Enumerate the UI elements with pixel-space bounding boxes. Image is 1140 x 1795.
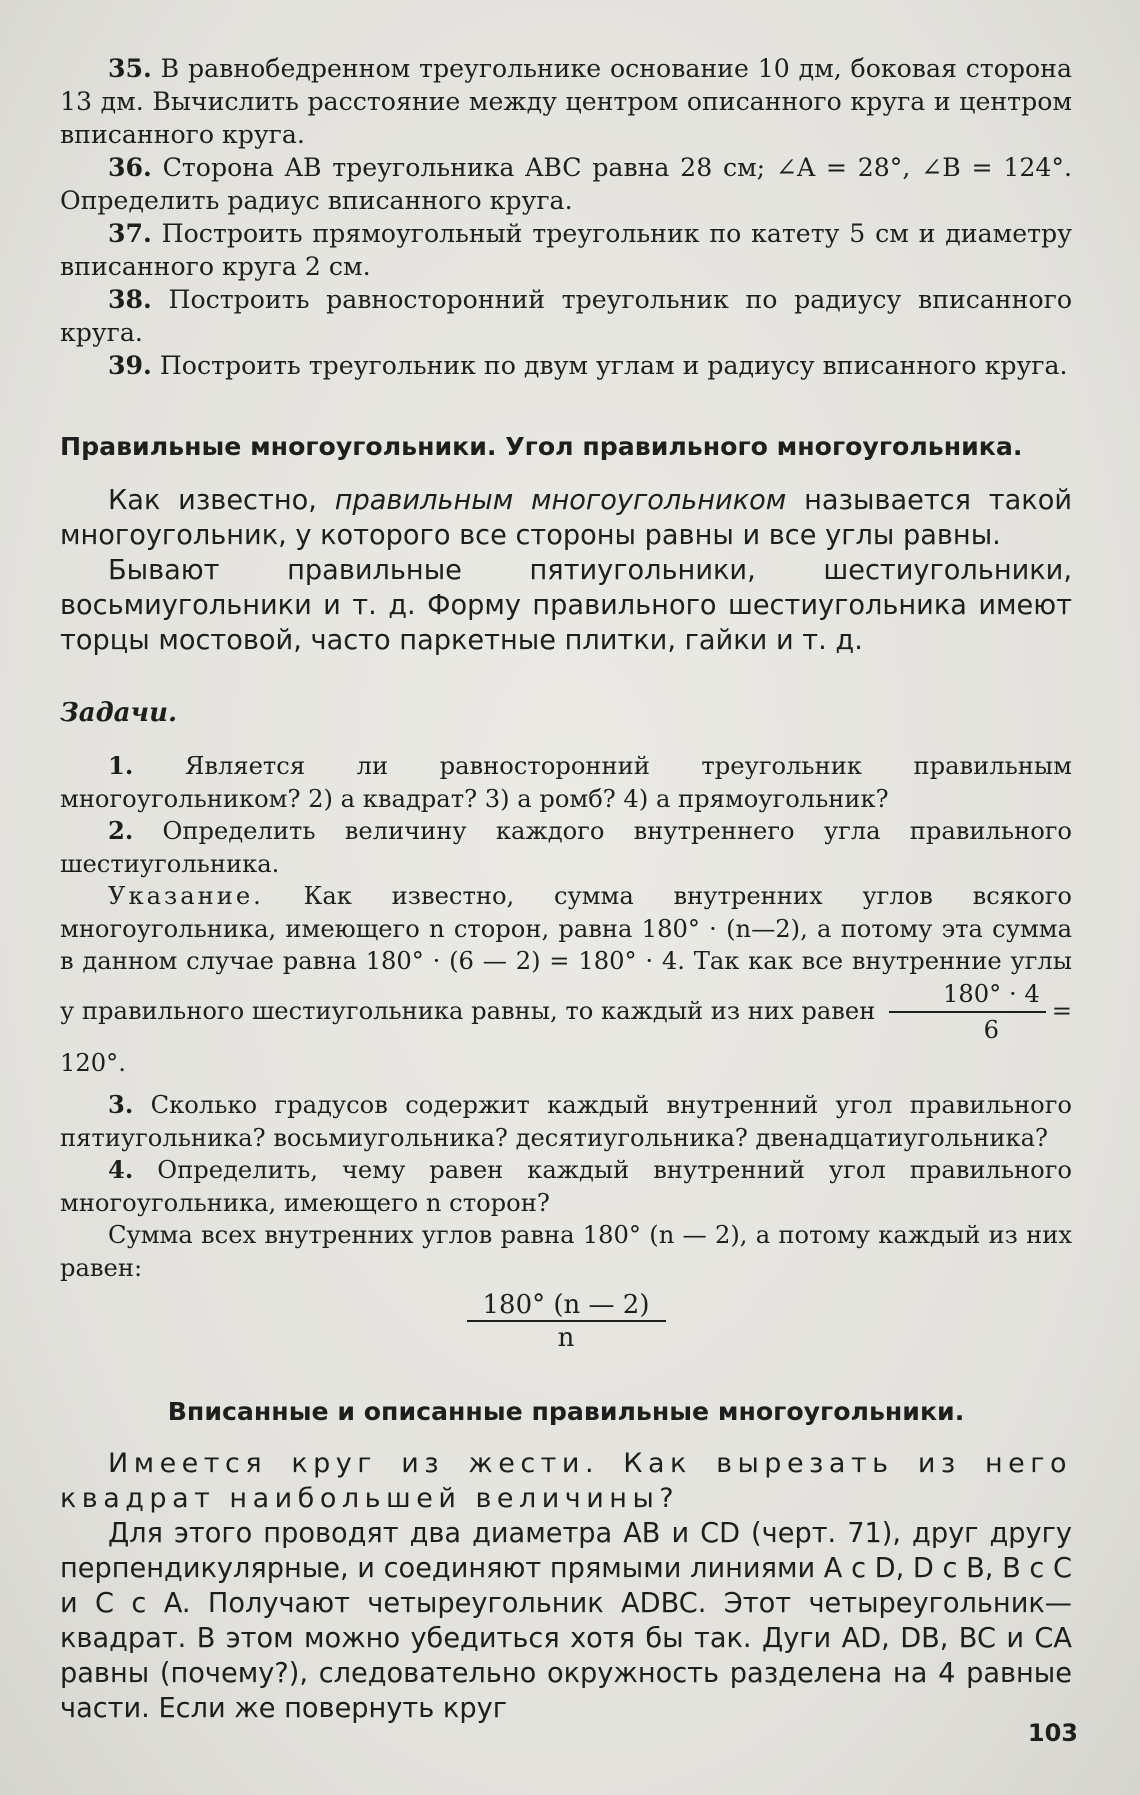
task-4-sum: Сумма всех внутренних углов равна 180° (n — 2), а потому каждый из них равен: xyxy=(60,1221,1072,1282)
problem-37 xyxy=(60,217,1072,283)
page-number: 103 xyxy=(1027,1719,1078,1747)
section1-paragraph-2: Бывают правильные пятиугольники, шестиугольники, восьмиугольники и т. д. Форму правильного шестиугольника имеют торцы мостовой, часто паркетные плитки, гайки и т. д. xyxy=(60,555,1072,656)
text: Как известно, xyxy=(108,485,335,516)
problem-36 xyxy=(60,151,1072,217)
task-number: 4. xyxy=(108,1155,134,1184)
fraction-numerator: 180° · 4 xyxy=(889,978,1046,1014)
task-1 xyxy=(60,750,1072,815)
hint-fraction xyxy=(889,978,1046,1047)
task-3 xyxy=(60,1089,1072,1154)
problem-text: Построить треугольник по двум углам и радиусу вписанного круга. xyxy=(159,351,1068,380)
problem-38 xyxy=(60,283,1072,349)
problem-number: 35. xyxy=(108,53,152,83)
formula xyxy=(60,1290,1072,1353)
task-text: Определить величину каждого внутреннего угла правильного шестиугольника. xyxy=(60,817,1072,878)
problem-text: Построить прямоугольный треугольник по катету 5 см и диаметру вписанного круга 2 см. xyxy=(60,219,1072,281)
task-text: Определить, чему равен каждый внутренний угол правильного многоугольника, имеющего n сторон? xyxy=(60,1156,1072,1217)
fraction-denominator: 6 xyxy=(983,1016,1000,1044)
problem-text: Построить равносторонний треугольник по радиусу вписанного круга. xyxy=(60,285,1072,347)
tasks-heading: Задачи. xyxy=(60,698,178,728)
section2-paragraph-1: Для этого проводят два диаметра AB и CD (черт. 71), друг другу перпендикулярные, и соединяют прямыми линиями A с D, D с B, B с C и C с A. Получают четыреугольник ADBC. Этот четыреугольник—квадрат. В этом можно убедиться хотя бы так. Дуги AD, DB, BC и CA равны (почему?), следовательно окружность разделена на 4 равные части. Если же повернуть круг xyxy=(60,1518,1072,1724)
hint-result: = 120°. xyxy=(60,996,1073,1077)
problem-number: 39. xyxy=(108,350,152,380)
formula-numerator: 180° (n — 2) xyxy=(467,1290,666,1322)
task-2-hint xyxy=(60,880,1072,1079)
task-number: 3. xyxy=(108,1090,134,1119)
problems-top xyxy=(60,52,1072,382)
section-title-regular-polygons: Правильные многоугольники. Угол правильного многоугольника. xyxy=(60,432,1023,461)
task-text: Сколько градусов содержит каждый внутренний угол правильного пятиугольника? восьмиугольника? десятиугольника? двенадцатиугольника? xyxy=(60,1091,1072,1152)
problem-number: 37. xyxy=(108,218,152,248)
italic-term: правильным многоугольником xyxy=(334,485,787,516)
formula-denominator: n xyxy=(557,1323,575,1353)
task-4 xyxy=(60,1154,1072,1219)
problem-number: 36. xyxy=(108,152,152,182)
task-number: 1. xyxy=(108,751,134,780)
problem-39 xyxy=(60,349,1072,382)
problem-text: Сторона AB треугольника ABC равна 28 см; ∠A = 28°, ∠B = 124°. Определить радиус вписанного круга. xyxy=(60,153,1073,215)
problem-35 xyxy=(60,52,1072,151)
task-text: Является ли равносторонний треугольник правильным многоугольником? 2) а квадрат? 3) а ромб? 4) а прямоугольник? xyxy=(60,752,1072,813)
problem-number: 38. xyxy=(108,284,152,314)
section2-question: Имеется круг из жести. Как вырезать из него квадрат наибольшей величины? xyxy=(60,1448,1072,1514)
task-number: 2. xyxy=(108,816,134,845)
section-title-inscribed-polygons: Вписанные и описанные правильные многоугольники. xyxy=(167,1397,965,1426)
task-2 xyxy=(60,815,1072,880)
text: называется такой многоугольник, у которого все стороны равны и все углы равны. xyxy=(60,485,1072,551)
hint-label: Указание. xyxy=(108,882,264,910)
problem-text: В равнобедренном треугольнике основание 10 дм, боковая сторона 13 дм. Вычислить расстояние между центром описанного круга и центром вписанного круга. xyxy=(60,54,1072,149)
section1-paragraph-1 xyxy=(60,483,1072,553)
formula-fraction xyxy=(467,1290,666,1353)
hint-text: Как известно, сумма внутренних углов всякого многоугольника, имеющего n сторон, равна 180° · (n—2), а потому эта сумма в данном случае равна 180° · (6 — 2) = 180° · 4. Так как все внутренние углы у правильного шестиугольника равны, то каждый из них равен xyxy=(60,882,1072,1025)
